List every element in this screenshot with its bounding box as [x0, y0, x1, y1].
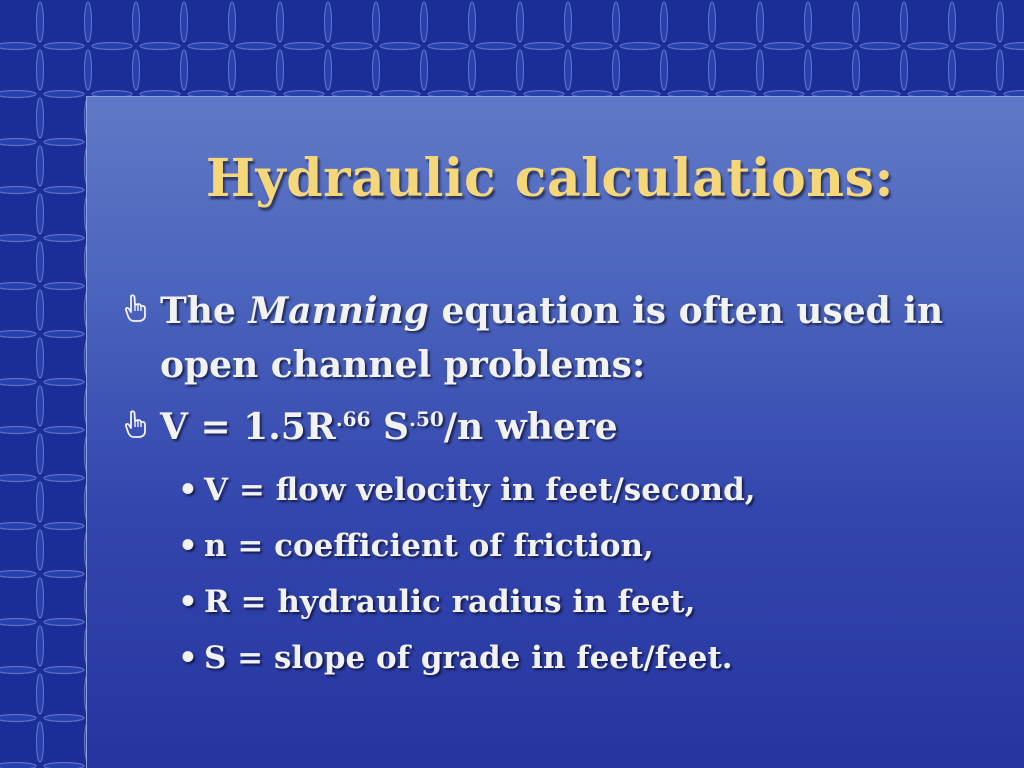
- subbullet-text: n = coefficient of friction,: [204, 528, 654, 564]
- equation-exponent-s: .50: [409, 407, 444, 431]
- bullet-dot: •: [178, 472, 198, 508]
- subbullet-friction: [124, 526, 1004, 566]
- bullet-equation: [124, 400, 1004, 454]
- bullet-manning: [124, 284, 1004, 392]
- bullet-dot: •: [178, 528, 198, 564]
- bullet-text-italic: Manning: [248, 290, 429, 332]
- bullet-dot: •: [178, 584, 198, 620]
- pointing-hand-icon: [124, 410, 146, 438]
- pointing-hand-icon: [124, 294, 146, 322]
- bullet-list: [124, 284, 1004, 678]
- subbullet-text: S = slope of grade in feet/feet.: [204, 640, 733, 676]
- subbullet-velocity: [124, 470, 1004, 510]
- bullet-text-post: equation is often used in open channel problems:: [160, 290, 944, 386]
- slide-title: Hydraulic calculations:: [205, 148, 895, 209]
- equation-s: S: [370, 406, 410, 448]
- bullet-dot: •: [178, 640, 198, 676]
- subbullet-text: R = hydraulic radius in feet,: [204, 584, 696, 620]
- subbullet-radius: [124, 582, 1004, 622]
- subbullet-text: V = flow velocity in feet/second,: [204, 472, 756, 508]
- subbullet-slope: [124, 638, 1004, 678]
- equation-rest: /n where: [443, 406, 618, 448]
- equation-v: V = 1.5R: [160, 406, 336, 448]
- bullet-text-pre: The: [160, 290, 249, 332]
- equation-exponent-r: .66: [335, 407, 371, 431]
